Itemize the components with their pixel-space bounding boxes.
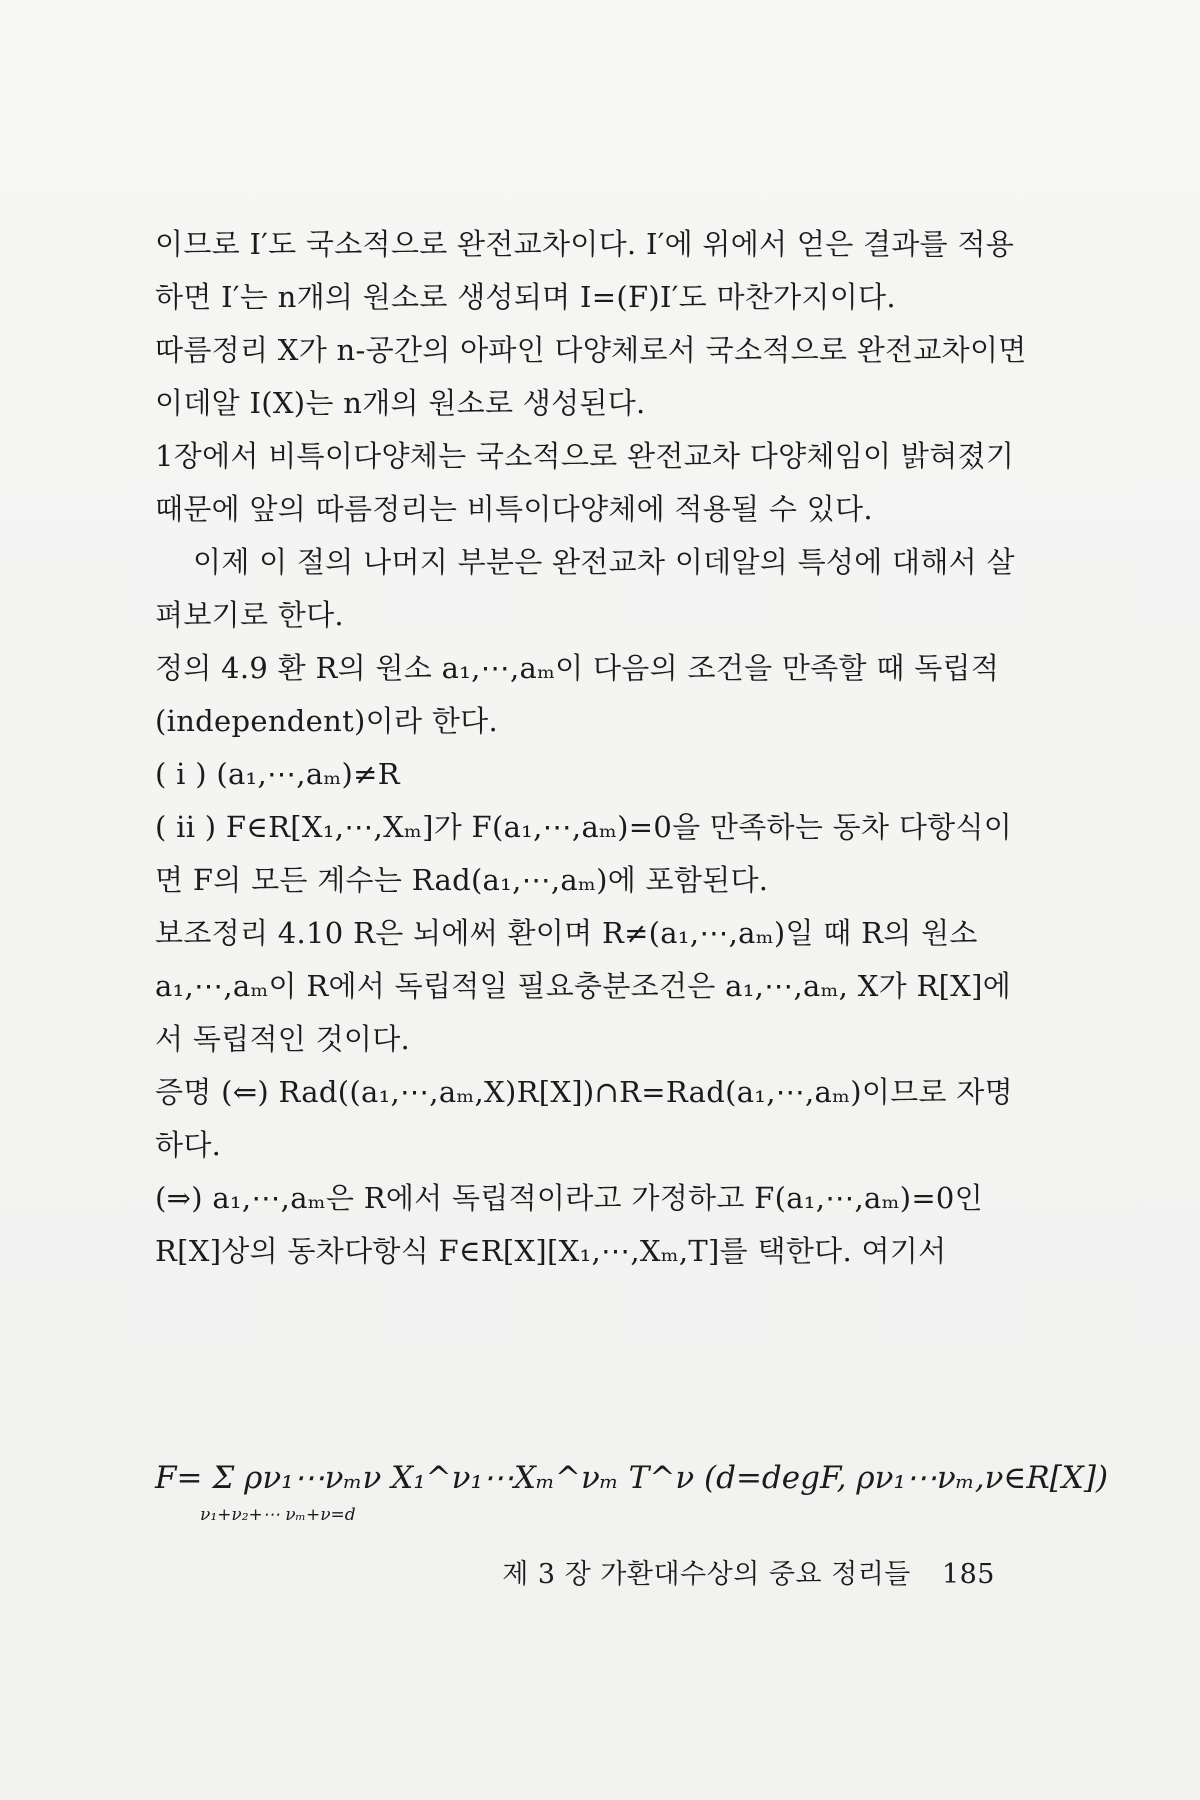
paragraph-nonsingular: 1장에서 비특이다양체는 국소적으로 완전교차 다양체임이 밝혀졌기 때문에 앞의 따름정리는 비특이다양체에 적용될 수 있다. xyxy=(155,439,1015,526)
condition-i: ( i ) (a₁,⋯,aₘ)≠R xyxy=(155,757,400,791)
proof-direction: (⇒) a₁,⋯,aₘ은 R에서 독립적이라고 가정하고 F(a₁,⋯,aₘ)=0인 R[X]상의 동차다항식 F∈R[X][X₁,⋯,Xₘ,T]를 택한다. 여기서 xyxy=(155,1181,984,1268)
formula-summation-index: ν₁+ν₂+⋯ νₘ+ν=d xyxy=(200,1505,356,1525)
corollary: 따름정리 X가 n-공간의 아파인 다양체로서 국소적으로 완전교차이면 이데알 I(X)는 n개의 원소로 생성된다. xyxy=(155,333,1027,420)
paragraph-rest: 이제 이 절의 나머지 부분은 완전교차 이데알의 특성에 대해서 살펴보기로 한다. xyxy=(155,545,1015,632)
body-text xyxy=(155,218,1035,1278)
chapter-title: 제 3 장 가환대수상의 중요 정리들 xyxy=(502,1559,911,1590)
paragraph-intro: 이므로 I′도 국소적으로 완전교차이다. I′에 위에서 얻은 결과를 적용하면 I′는 n개의 원소로 생성되며 I=(F)I′도 마찬가지이다. xyxy=(155,227,1015,314)
proof-start: 증명 (⇐) Rad((a₁,⋯,aₘ,X)R[X])∩R=Rad(a₁,⋯,aₘ)이므로 자명하다. xyxy=(155,1075,1013,1162)
definition-4-9: 정의 4.9 환 R의 원소 a₁,⋯,aₘ이 다음의 조건을 만족할 때 독립적 (independent)이라 한다. xyxy=(155,651,1000,738)
display-formula: F= Σ ρν₁⋯νₘν X₁^ν₁⋯Xₘ^νₘ T^ν (d=degF, ρν₁⋯νₘ,ν∈R[X]) xyxy=(155,1460,1109,1496)
page-number: 185 xyxy=(941,1559,995,1590)
condition-ii: ( ii ) F∈R[X₁,⋯,Xₘ]가 F(a₁,⋯,aₘ)=0을 만족하는 동차 다항식이면 F의 모든 계수는 Rad(a₁,⋯,aₘ)에 포함된다. xyxy=(155,810,1013,897)
running-footer xyxy=(502,1552,995,1591)
lemma-4-10: 보조정리 4.10 R은 뇌에써 환이며 R≠(a₁,⋯,aₘ)일 때 R의 원소 a₁,⋯,aₘ이 R에서 독립적일 필요충분조건은 a₁,⋯,aₘ, X가 R[X]에서 독립적인 것이다. xyxy=(155,916,1012,1056)
